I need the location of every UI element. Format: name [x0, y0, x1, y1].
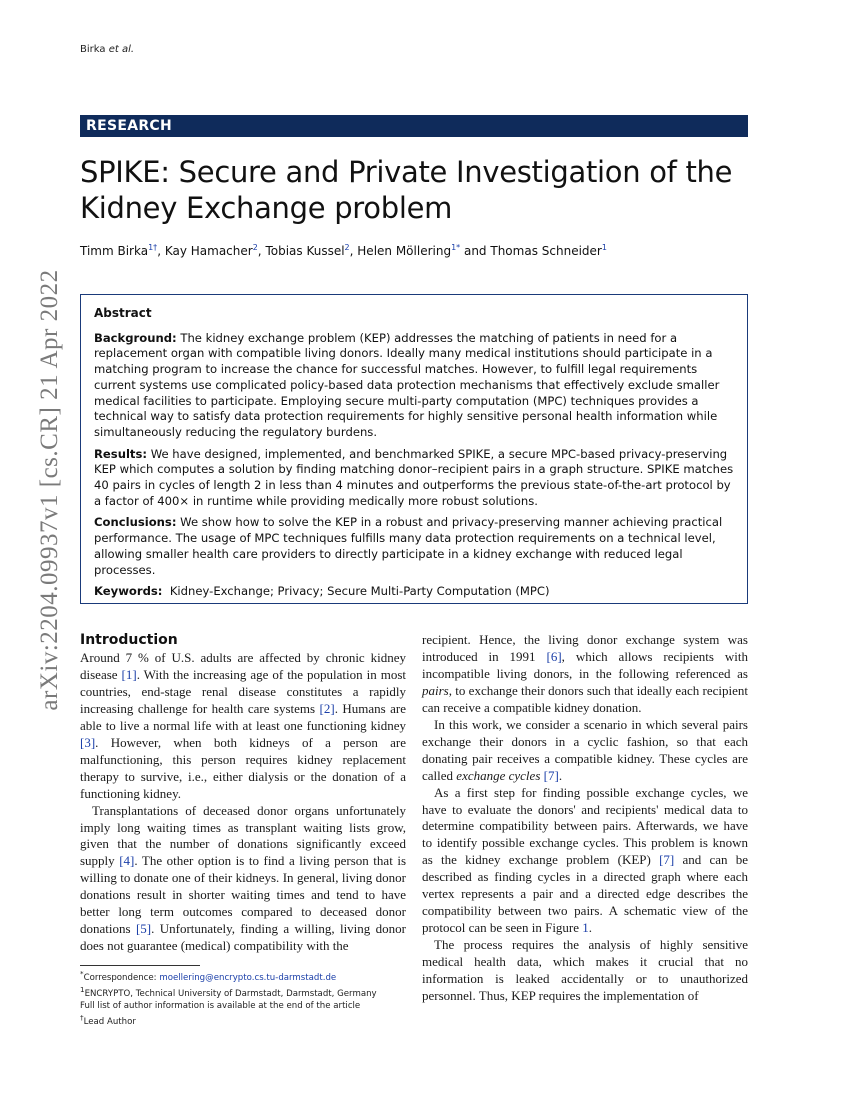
- abstract-heading: Abstract: [94, 306, 152, 320]
- author-name: Thomas Schneider: [490, 244, 602, 258]
- author-separator: ,: [349, 244, 358, 258]
- text-run: , to exchange their donors such that ideally each recipient can receive a compatible kidney donation.: [422, 682, 748, 715]
- intro-paragraph-1: [80, 650, 406, 803]
- citation-link[interactable]: [7]: [659, 852, 675, 868]
- citation-link[interactable]: [1]: [121, 666, 137, 682]
- author-name: Helen Möllering: [357, 244, 452, 258]
- footnote-full-list: Full list of author information is available at the end of the article: [80, 1000, 361, 1011]
- footnote-rule: [80, 965, 200, 966]
- footnote-correspondence: *Correspondence: moellering@encrypto.cs.tu-darmstadt.de: [80, 969, 337, 983]
- abstract-background: [94, 331, 734, 441]
- paper-title: SPIKE: Secure and Private Investigation of the Kidney Exchange problem: [80, 155, 733, 225]
- footnote-affiliation: $^1$ENCRYPTO, Technical University of Darmstadt, Darmstadt, Germany: [80, 985, 377, 1000]
- citation-link[interactable]: [7]: [543, 767, 559, 783]
- text-run: . Humans are able to live a normal life with at least one functioning kidney: [80, 700, 406, 733]
- intro-paragraph-3: [422, 632, 748, 717]
- text-run: Around 7 % of U.S. adults are affected by chronic kidney disease: [80, 650, 406, 682]
- keywords-text: Kidney-Exchange; Privacy; Secure Multi-Party Computation (MPC): [169, 584, 550, 599]
- intro-paragraph-2: [80, 803, 406, 956]
- citation-link[interactable]: [4]: [119, 853, 135, 869]
- text-run: , which allows recipients with incompatible living donors, in the following referenced as: [422, 648, 748, 681]
- running-head-etal: et al.: [108, 44, 135, 55]
- text-run: .: [558, 767, 563, 783]
- background-label: Background:: [94, 330, 177, 345]
- text-run: Transplantations of deceased donor organs unfortunately imply long waiting times as transplant waiting lists grow, given that the number of donations significantly exceed supply: [80, 802, 406, 869]
- correspondence-email-link[interactable]: moellering@encrypto.cs.tu-darmstadt.de: [159, 972, 337, 983]
- conclusions-label: Conclusions:: [94, 515, 177, 530]
- emphasis-term: exchange cycles: [456, 767, 541, 783]
- text-run: .: [588, 920, 593, 936]
- author-list: [80, 243, 780, 258]
- article-type-banner: RESEARCH: [80, 115, 748, 137]
- background-text: The kidney exchange problem (KEP) addresses the matching of patients in need for a replacement organ with compatible living donors. Ideally many medical institutions should participate in a matching program to increase the chance for successful matches. However, to fulfill legal requirements current systems use complicated policy-based data protection mechanisms that effectively exclude smaller medical facilities to participate. Employing secure multi-party computation (MPC) techniques provides a technical way to satisfy data protection requirements for highly sensitive personal health information while simultaneously reducing the regulatory burdens.: [94, 330, 720, 439]
- author-name: Tobias Kussel: [265, 244, 345, 258]
- intro-paragraph-5: [422, 785, 748, 938]
- arxiv-identifier-stamp[interactable]: arXiv:2204.09937v1 [cs.CR] 21 Apr 2022: [36, 269, 63, 711]
- author-separator: ,: [257, 244, 266, 258]
- footnotes: [80, 968, 410, 1029]
- citation-link[interactable]: [5]: [135, 921, 152, 937]
- intro-paragraph-6: The process requires the analysis of highly sensitive medical health data, which makes it crucial that no information is leaked accidentally or to unauthorized personnel. Thus, KEP requires the implementation of: [422, 937, 748, 1004]
- abstract-results: [94, 447, 734, 510]
- keywords-label: Keywords:: [94, 584, 163, 599]
- abstract-box: [80, 294, 748, 604]
- author-name: Kay Hamacher: [164, 244, 253, 258]
- author-affiliation-mark[interactable]: 1†: [148, 243, 158, 252]
- text-run: and can be described as finding cycles in a directed graph where each vertex represents a pair and a directed edge describes the compatibility between two pairs. A schematic view of the protocol can be seen in Figure: [422, 852, 748, 936]
- body-column-right: [422, 632, 748, 1005]
- intro-paragraph-4: [422, 717, 748, 785]
- author-affiliation-mark[interactable]: 2: [344, 243, 350, 252]
- citation-link[interactable]: [3]: [80, 734, 96, 750]
- author-affiliation-mark[interactable]: 2: [252, 243, 258, 252]
- text-run: . With the increasing age of the population in most countries, end-stage renal disease constitutes a rapidly increasing challenge for health care systems: [80, 666, 406, 716]
- text-run: . However, when both kidneys of a person are malfunctioning, this person requires kidney replacement therapy to survive, i.e., either dialysis or the donation of a functioning kidney.: [80, 734, 406, 801]
- text-run: In this work, we consider a scenario in which several pairs exchange their donors in a cyclic fashion, so that each donating pair receives a compatible kidney. These cycles are called: [422, 716, 748, 783]
- author-separator: and: [460, 244, 491, 258]
- author-affiliation-mark[interactable]: 1: [601, 243, 607, 252]
- citation-link[interactable]: [2]: [319, 700, 335, 716]
- emphasis-term: pairs: [422, 682, 449, 698]
- text-run: As a first step for finding possible exchange cycles, we have to evaluate the donors' and recipients' medical data to determine compatibility between pairs. Afterwards, we have to identify possible exchange cycles. This problem is known as the kidney exchange problem (KEP): [422, 784, 748, 868]
- abstract-keywords: [94, 584, 734, 600]
- conclusions-text: We show how to solve the KEP in a robust and privacy-preserving manner achieving practical performance. The usage of MPC techniques fulfills many data protection requirements on a technical level, allowing smaller health care providers to directly participate in a kidney exchange with reduced legal processes.: [94, 515, 723, 577]
- abstract-conclusions: [94, 515, 734, 578]
- text-run: . Unfortunately, finding a willing, living donor does not guarantee (medical) compatibility with the: [80, 921, 406, 954]
- section-heading-introduction: Introduction: [80, 632, 178, 648]
- running-head-author: Birka: [80, 44, 106, 55]
- citation-link[interactable]: [6]: [546, 648, 562, 664]
- results-label: Results:: [94, 446, 147, 461]
- running-head: [80, 44, 134, 55]
- text-run: . The other option is to find a living person that is willing to donate one of their kidneys. In general, living donor donations result in shorter waiting times and tend to have better long term outcomes compared to deceased donor donations: [80, 853, 407, 937]
- author-affiliation-mark[interactable]: 1*: [451, 243, 461, 252]
- text-run: recipient. Hence, the living donor exchange system was introduced in 1991: [422, 632, 748, 664]
- citation-link[interactable]: 1: [582, 920, 589, 936]
- author-separator: ,: [157, 244, 165, 258]
- results-text: We have designed, implemented, and benchmarked SPIKE, a secure MPC-based privacy-preserving KEP which computes a solution by finding matching donor–recipient pairs in a graph structure. SPIKE matches 40 pairs in cycles of length 2 in less than 4 minutes and outperforms the previous state-of-the-art protocol by a factor of 400× in runtime while providing medically more robust solutions.: [94, 446, 734, 508]
- body-column-left: [80, 632, 406, 955]
- footnote-lead-author: †Lead Author: [80, 1013, 136, 1028]
- author-name: Timm Birka: [80, 244, 149, 258]
